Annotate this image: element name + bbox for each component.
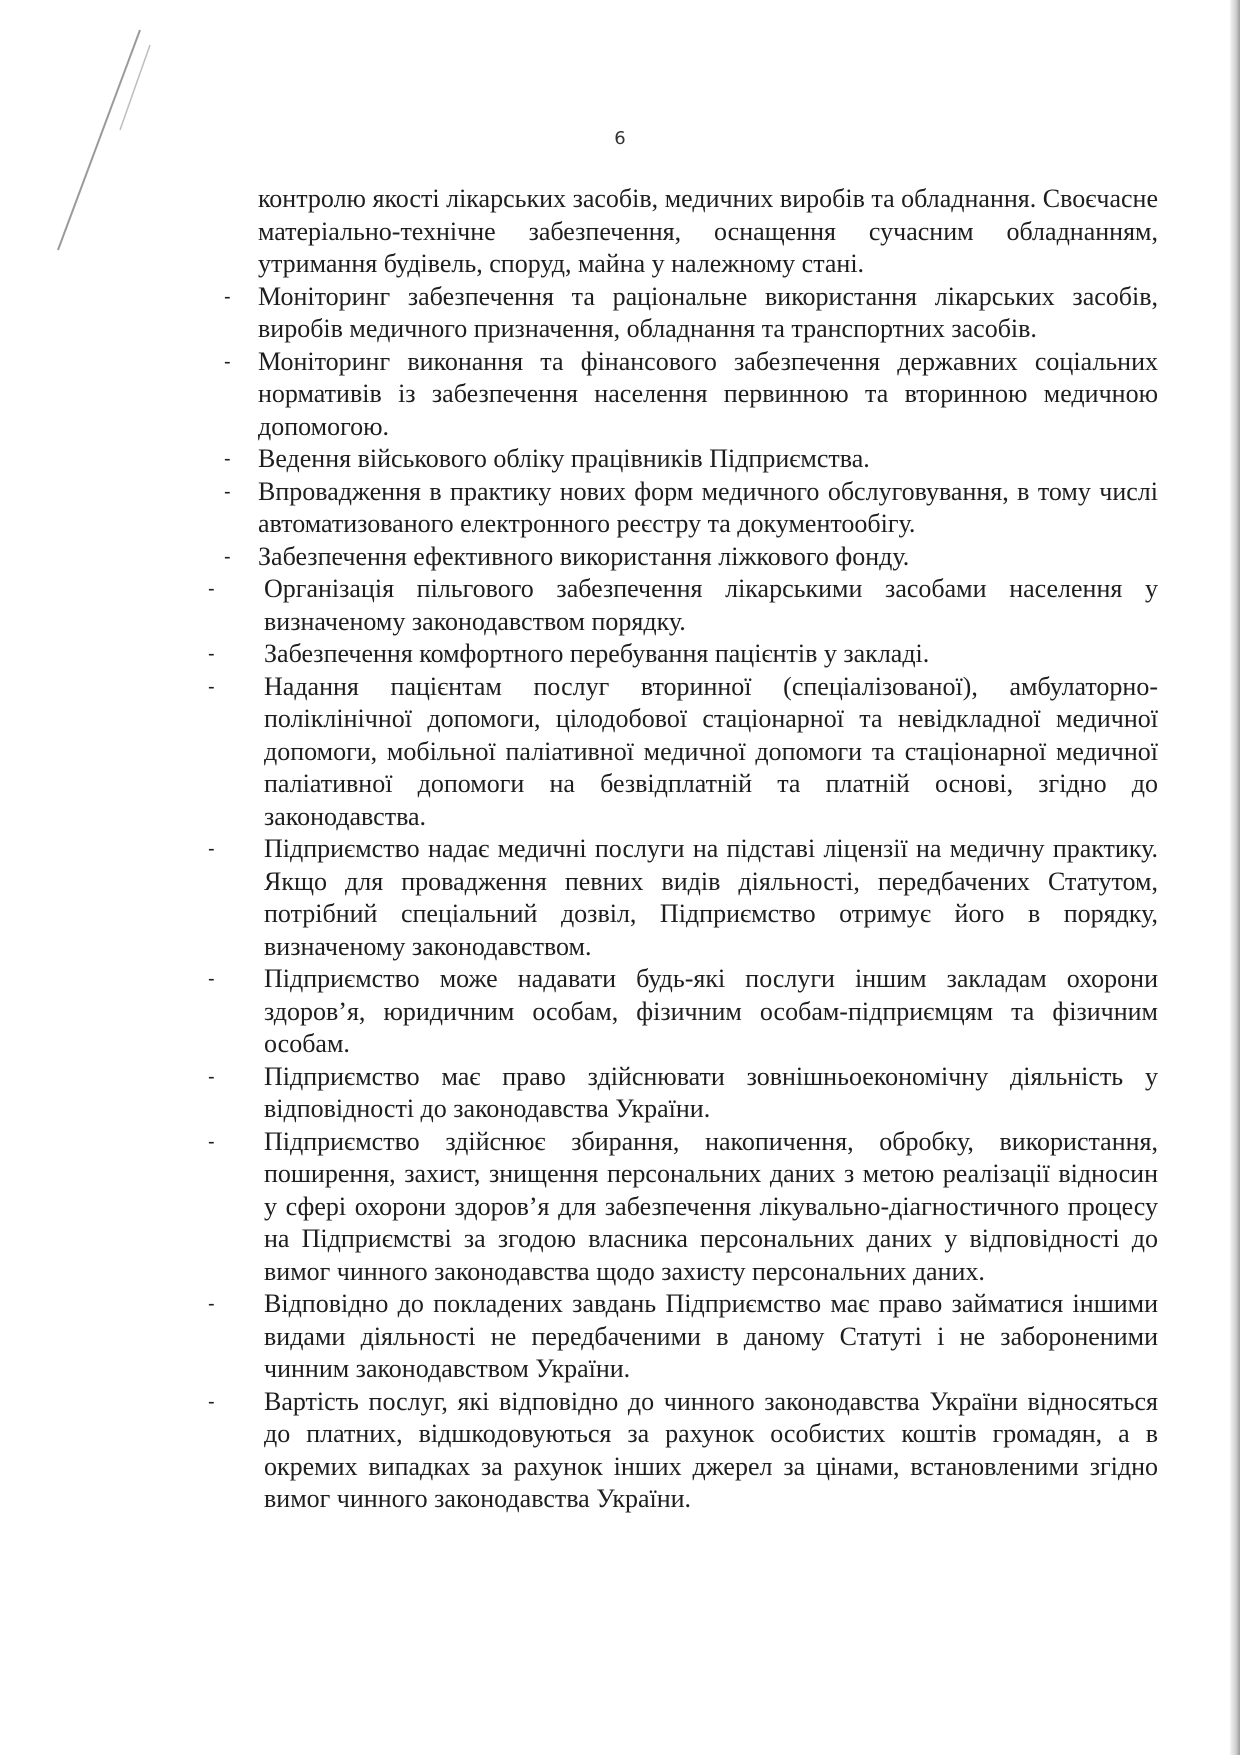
list-item <box>224 541 1158 574</box>
bullet-dash: - <box>208 968 215 990</box>
list-item <box>224 346 1158 444</box>
list-item <box>224 281 1158 346</box>
bullet-dash: - <box>224 480 231 503</box>
list-item-text: Впровадження в практику нових форм медичного обслуговування, в тому числі автоматизованого електронного реєстру та документообігу. <box>258 476 1158 538</box>
list-item-text: Забезпечення комфортного перебування пацієнтів у закладі. <box>264 639 930 668</box>
bullet-dash: - <box>224 448 231 470</box>
list-item-text: Вартість послуг, які відповідно до чинного законодавства України відносяться до платних, відшкодовуються за рахунок особистих коштів громадян, а в окремих випадках за рахунок інших джерел за цінами, встановленими згідно вимог чинного законодавства України. <box>264 1386 1158 1513</box>
bullet-dash: - <box>224 545 231 568</box>
list-item <box>208 671 1158 834</box>
bullet-dash: - <box>208 675 215 698</box>
list-item-text: Ведення військового обліку працівників Підприємства. <box>258 444 870 473</box>
bullet-dash: - <box>208 1293 215 1315</box>
list-item <box>208 1126 1158 1289</box>
list-item-text: Підприємство має право здійснювати зовнішньоекономічну діяльність у відповідності до законодавства України. <box>264 1061 1158 1123</box>
bullet-dash: - <box>208 1065 215 1088</box>
list-item <box>208 963 1158 1061</box>
list-item <box>208 1288 1158 1386</box>
bullet-dash: - <box>208 838 215 860</box>
list-item-text: Підприємство здійснює збирання, накопичення, обробку, використання, поширення, захист, знищення персональних даних з метою реалізації відносин у сфері охорони здоров’я для забезпечення лікувально-діагностичного процесу на Підприємстві за згодою власника персональних даних у відповідності до вимог чинного законодавства щодо захисту персональних даних. <box>264 1126 1158 1286</box>
bullet-dash: - <box>208 1390 215 1413</box>
bullet-dash: - <box>208 1130 215 1153</box>
list-item <box>208 573 1158 638</box>
list-item <box>208 1386 1158 1516</box>
list-item-text: Організація пільгового забезпечення лікарськими засобами населення у визначеному законодавством порядку. <box>264 574 1158 636</box>
page-number: 6 <box>614 128 626 149</box>
list-item-text: Моніторинг забезпечення та раціональне використання лікарських засобів, виробів медичного призначення, обладнання та транспортних засобів. <box>258 281 1158 343</box>
list-item-text: Підприємство надає медичні послуги на підставі ліцензії на медичну практику. Якщо для провадження певних видів діяльності, передбачених Статутом, потрібний спеціальний дозвіл, Підприємство отримує його в порядку, визначеному законодавством. <box>264 834 1158 961</box>
bullet-dash: - <box>224 285 231 308</box>
list-item <box>208 638 1158 671</box>
document-body <box>208 183 1158 1516</box>
list-item-text: Відповідно до покладених завдань Підприємство має право займатися іншими видами діяльності не передбаченими в даному Статуті і не забороненими чинним законодавством України. <box>264 1289 1158 1383</box>
list-item-text: Надання пацієнтам послуг вторинної (спеціалізованої), амбулаторно-поліклінічної допомоги, цілодобової стаціонарної та невідкладної медичної допомоги, мобільної паліативної медичної допомоги та стаціонарної медичної паліативної допомоги на безвідплатній та платній основі, згідно до законодавства. <box>264 671 1158 831</box>
list-item-text: Моніторинг виконання та фінансового забезпечення державних соціальних нормативів із забезпечення населення первинною та вторинною медичною допомогою. <box>258 346 1158 441</box>
continued-paragraph: контролю якості лікарських засобів, медичних виробів та обладнання. Своєчасне матеріально-технічне забезпечення, оснащення сучасним обладнанням, утримання будівель, споруд, майна у належному стані. <box>258 184 1158 278</box>
list-item <box>208 1061 1158 1126</box>
bullet-dash: - <box>208 643 215 665</box>
list-item <box>224 443 1158 476</box>
list-item <box>208 833 1158 963</box>
list-item-text: Підприємство може надавати будь-які послуги іншим закладам охорони здоров’я, юридичним особам, фізичним особам-підприємцям та фізичним особам. <box>264 964 1158 1058</box>
list-item <box>224 476 1158 541</box>
bullet-dash: - <box>224 350 231 373</box>
list-item-text: Забезпечення ефективного використання ліжкового фонду. <box>258 541 910 571</box>
scan-right-edge <box>1230 0 1240 1755</box>
bullet-dash: - <box>208 578 215 600</box>
